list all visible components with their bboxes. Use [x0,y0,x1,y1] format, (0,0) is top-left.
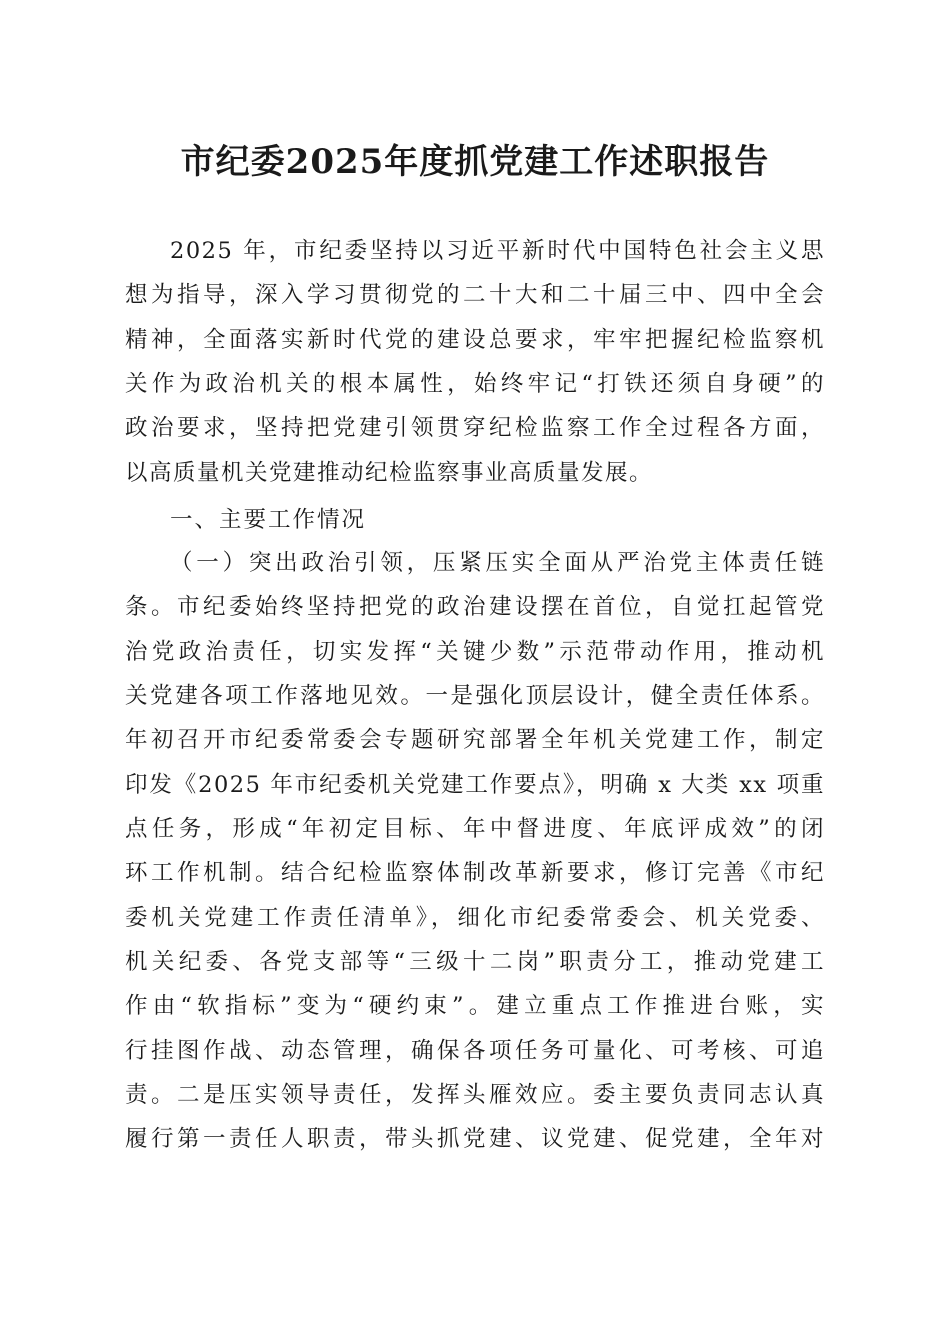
body-line: 责。二是压实领导责任，发挥头雁效应。委主要负责同志认真 [125,1082,825,1108]
body-line: 委机关党建工作责任清单》，细化市纪委常委会、机关党委、 [125,905,825,931]
intro-line: 以高质量机关党建推动纪检监察事业高质量发展。 [125,460,654,486]
body-line: 年初召开市纪委常委会专题研究部署全年机关党建工作，制定 [125,727,825,753]
body-line: （一）突出政治引领，压紧压实全面从严治党主体责任链 [170,550,825,576]
intro-line: 精神，全面落实新时代党的建设总要求，牢牢把握纪检监察机 [125,327,825,353]
intro-line: 想为指导，深入学习贯彻党的二十大和二十届三中、四中全会 [125,282,825,308]
body-line: 作由“软指标”变为“硬约束”。建立重点工作推进台账，实 [125,993,825,1019]
body-line: 条。市纪委始终坚持把党的政治建设摆在首位，自觉扛起管党 [125,594,825,620]
body-line: 机关纪委、各党支部等“三级十二岗”职责分工，推动党建工 [125,949,825,975]
body-line: 环工作机制。结合纪检监察体制改革新要求，修订完善《市纪 [125,860,825,886]
body-line: 印发《2025 年市纪委机关党建工作要点》，明确 x 大类 xx 项重 [125,772,825,798]
body-line: 关党建各项工作落地见效。一是强化顶层设计，健全责任体系。 [125,683,825,709]
intro-line: 关作为政治机关的根本属性，始终牢记“打铁还须自身硬”的 [125,371,825,397]
document-title: 市纪委2025年度抓党建工作述职报告 [180,142,770,182]
intro-line: 2025 年，市纪委坚持以习近平新时代中国特色社会主义思 [170,238,825,264]
body-line: 点任务，形成“年初定目标、年中督进度、年底评成效”的闭 [125,816,825,842]
body-line: 行挂图作战、动态管理，确保各项任务可量化、可考核、可追 [125,1038,825,1064]
body-line: 治党政治责任，切实发挥“关键少数”示范带动作用，推动机 [125,639,825,665]
body-line: 履行第一责任人职责，带头抓党建、议党建、促党建，全年对 [125,1126,825,1152]
intro-line: 政治要求，坚持把党建引领贯穿纪检监察工作全过程各方面， [125,415,825,441]
section-heading: 一、主要工作情况 [170,507,367,533]
